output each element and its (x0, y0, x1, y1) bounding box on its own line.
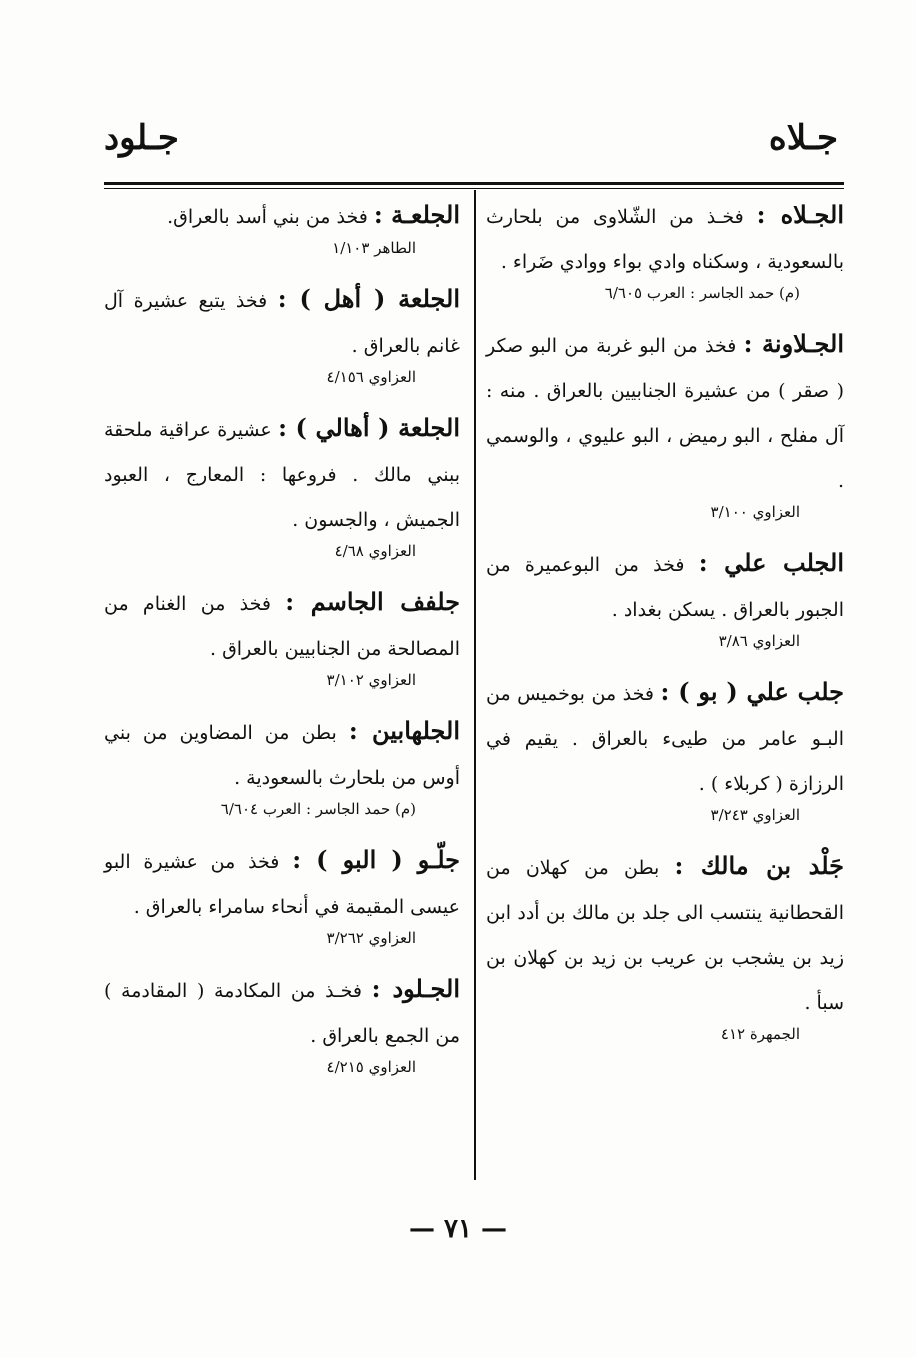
entry-source: العزاوي ٣/١٠٢ (326, 671, 416, 689)
entry-headword: الجلعـة : (373, 200, 460, 229)
entry-text: بطن من كهلان من القحطانية ينتسب الى جلد بن مالك بن أدد ابن زيد بن يشجب بن عريب بن زيد بن كهلان بن سبأ . (486, 857, 844, 1014)
entry-text: فخذ من البوعميرة من الجبور بالعراق . يسكن بغداد . (486, 554, 844, 621)
entry-text: فخذ من بني أسد بالعراق. (167, 206, 368, 228)
dictionary-entry (486, 669, 844, 827)
entry-source: العزاوي ٣/٢٦٢ (326, 929, 416, 947)
dictionary-entry (486, 540, 844, 653)
entry-headword: جلب علي ( بو ) : (660, 677, 844, 706)
entry-headword: جلفف الجاسم : (285, 587, 460, 616)
entry-text: عشيرة عراقية ملحقة ببني مالك . فروعها : المعارج ، العبود الجميش ، والجسون . (104, 419, 460, 531)
entry-text: فخذ من عشيرة البو عيسى المقيمة في أنحاء سامراء بالعراق . (104, 851, 460, 918)
entry-headword: الجلهابين : (348, 716, 461, 745)
entry-source: العزاوي ٣/٨٦ (718, 632, 800, 650)
entry-headword: الجلعة ( أهالي ) : (278, 413, 460, 442)
entry-source: العزاوي ٣/٢٤٣ (710, 806, 800, 824)
entry-text: فخذ من البو غربة من البو صكر ( صقر ) من عشيرة الجنابيين بالعراق . منه : آل مفلح ، البو رميض ، البو عليوي ، والوسمي . (486, 335, 844, 492)
entry-source: العزاوي ٣/١٠٠ (710, 503, 800, 521)
entry-headword: جَلْد بن مالك : (674, 851, 844, 880)
dictionary-entry (486, 321, 844, 524)
entry-source: الطاهر ١/١٠٣ (332, 239, 416, 257)
entry-source: العزاوي ٤/٦٨ (334, 542, 416, 560)
entry-source: العزاوي ٤/٢١٥ (326, 1058, 416, 1076)
dictionary-entry (104, 837, 460, 950)
header-rule (104, 182, 844, 185)
entry-source: (م) حمد الجاسر : العرب ٦/٦٠٥ (604, 284, 800, 302)
entry-source: الجمهرة ٤١٢ (720, 1025, 800, 1043)
dictionary-entry (104, 708, 460, 821)
entry-headword: الجـلاه : (756, 200, 844, 229)
dictionary-entry (486, 192, 844, 305)
dictionary-entry (104, 405, 460, 563)
right-column (486, 192, 844, 1062)
page-number: — ٧١ — (408, 1214, 508, 1244)
dictionary-entry (104, 276, 460, 389)
entry-headword: الجلب علي : (698, 548, 845, 577)
running-head-left: جـلود (104, 118, 179, 158)
entry-headword: الجلعة ( أهل ) : (277, 284, 460, 313)
page-header (0, 0, 916, 190)
header-rule-thin (104, 188, 844, 189)
left-column (104, 192, 460, 1095)
entry-source: العزاوي ٤/١٥٦ (326, 368, 416, 386)
entry-source: (م) حمد الجاسر : العرب ٦/٦٠٤ (220, 800, 416, 818)
entry-headword: الجـلود : (371, 974, 460, 1003)
entry-headword: جلّـو ( البو ) : (292, 845, 461, 874)
entry-text: فخـذ من المكادمة ( المقادمة ) من الجمع بالعراق . (104, 980, 460, 1047)
entry-headword: الجـلاونة : (743, 329, 844, 358)
dictionary-entry (104, 966, 460, 1079)
entry-text: فخذ من بوخميس من البـو عامر من طيىء بالعراق . يقيم في الرزازة ( كربلاء ) . (486, 683, 844, 795)
entry-text: بطن من المضاوين من بني أوس من بلحارث بالسعودية . (104, 722, 460, 789)
running-head-right: جـلاه (768, 118, 838, 158)
dictionary-entry (486, 843, 844, 1046)
dictionary-entry (104, 579, 460, 692)
entry-text: فخذ من الغنام من المصالحة من الجنابيين بالعراق . (104, 593, 460, 660)
dictionary-entry (104, 192, 460, 260)
entry-text: فخـذ من الشّلاوى من بلحارث بالسعودية ، وسكناه وادي بواء ووادي ضَراء . (486, 206, 844, 273)
entry-text: فخذ يتبع عشيرة آل غانم بالعراق . (104, 290, 460, 357)
column-divider (474, 190, 476, 1180)
